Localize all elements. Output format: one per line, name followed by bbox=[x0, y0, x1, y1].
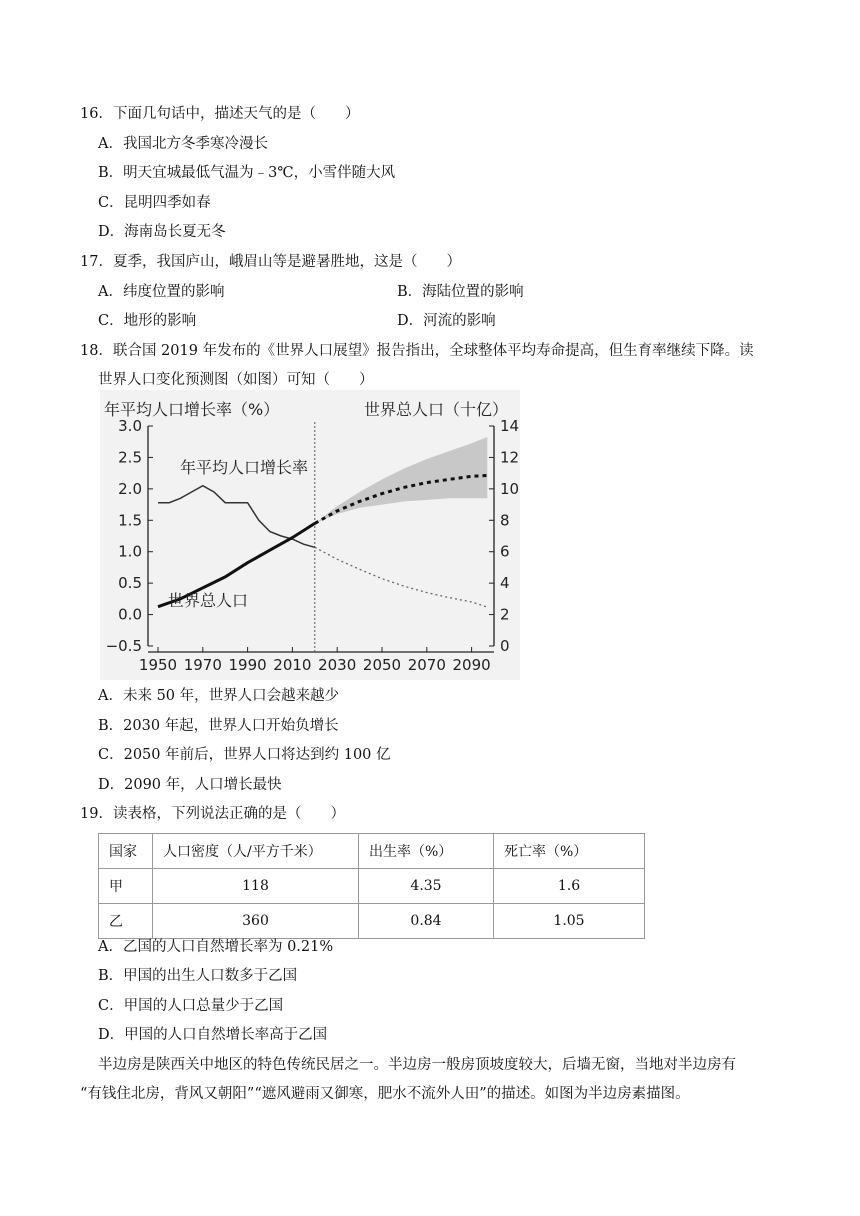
q16-stem: 16．下面几句话中，描述天气的是（ ） bbox=[80, 106, 360, 122]
right-axis-title: 世界总人口（十亿） bbox=[363, 400, 508, 419]
q18-stem-line2: 世界人口变化预测图（如图）可知（ ） bbox=[98, 372, 374, 388]
table-cell: 乙 bbox=[99, 904, 153, 939]
population-chart bbox=[100, 390, 520, 680]
left-tick-label: 2.5 bbox=[118, 448, 142, 467]
table-cell: 1.05 bbox=[494, 904, 645, 939]
x-tick-label: 1990 bbox=[228, 656, 267, 674]
q16-option-a[interactable]: A．我国北方冬季寒冷漫长 bbox=[98, 136, 268, 152]
growth-rate-label: 年平均人口增长率 bbox=[180, 458, 309, 477]
q18-option-d[interactable]: D．2090 年，人口增长最快 bbox=[98, 777, 282, 793]
population-label: 世界总人口 bbox=[168, 591, 249, 610]
q17-option-b[interactable]: B．海陆位置的影响 bbox=[397, 284, 524, 300]
q19-option-c[interactable]: C．甲国的人口总量少于乙国 bbox=[98, 998, 284, 1014]
x-tick-label: 2010 bbox=[273, 656, 312, 674]
q19-option-b[interactable]: B．甲国的出生人口数多于乙国 bbox=[98, 968, 298, 984]
q17-option-c[interactable]: C．地形的影响 bbox=[98, 313, 197, 329]
x-tick-label: 1970 bbox=[183, 656, 222, 674]
left-tick-label: 2.0 bbox=[118, 479, 142, 498]
table-header: 死亡率（%） bbox=[494, 834, 645, 869]
right-tick-label: 14 bbox=[500, 417, 520, 435]
right-tick-label: 12 bbox=[500, 448, 520, 467]
q16-option-b[interactable]: B．明天宜城最低气温为﹣3℃，小雪伴随大风 bbox=[98, 165, 396, 181]
q19-stem: 19．读表格，下列说法正确的是（ ） bbox=[80, 806, 345, 822]
right-tick-label: 10 bbox=[500, 479, 520, 498]
q19-option-a[interactable]: A．乙国的人口自然增长率为 0.21% bbox=[98, 939, 334, 955]
table-cell: 甲 bbox=[99, 869, 153, 904]
q18-option-a[interactable]: A．未来 50 年，世界人口会越来越少 bbox=[98, 688, 340, 704]
passage-line2: “有钱住北房，背风又朝阳”“遮风避雨又御寒，肥水不流外人田”的描述。如图为半边房素描图。 bbox=[80, 1086, 690, 1102]
left-tick-label: 1.5 bbox=[118, 511, 142, 530]
q17-option-d[interactable]: D．河流的影响 bbox=[397, 313, 496, 329]
right-tick-label: 6 bbox=[500, 542, 510, 561]
table-header: 国家 bbox=[99, 834, 153, 869]
q17-option-a[interactable]: A．纬度位置的影响 bbox=[98, 284, 225, 300]
left-tick-label: 0.0 bbox=[118, 605, 142, 624]
table-cell: 4.35 bbox=[359, 869, 494, 904]
population-table bbox=[98, 833, 645, 939]
table-cell: 360 bbox=[153, 904, 359, 939]
x-tick-label: 2050 bbox=[362, 656, 402, 674]
left-axis-title: 年平均人口增长率（%） bbox=[104, 400, 280, 419]
x-tick-label: 2090 bbox=[452, 656, 491, 674]
table-row bbox=[99, 904, 645, 939]
left-tick-label: 3.0 bbox=[118, 417, 142, 435]
right-tick-label: 0 bbox=[500, 637, 510, 655]
q16-option-c[interactable]: C．昆明四季如春 bbox=[98, 195, 211, 211]
q19-option-d[interactable]: D．甲国的人口自然增长率高于乙国 bbox=[98, 1027, 328, 1043]
q16-option-d[interactable]: D．海南岛长夏无冬 bbox=[98, 224, 226, 240]
table-cell: 1.6 bbox=[494, 869, 645, 904]
q18-option-c[interactable]: C．2050 年前后，世界人口将达到约 100 亿 bbox=[98, 747, 391, 763]
table-header: 人口密度（人/平方千米） bbox=[153, 834, 359, 869]
table-header: 出生率（%） bbox=[359, 834, 494, 869]
q17-stem: 17．夏季，我国庐山，峨眉山等是避暑胜地，这是（ ） bbox=[80, 254, 461, 270]
chart-background bbox=[100, 390, 520, 680]
left-tick-label: 1.0 bbox=[118, 542, 142, 561]
q18-stem-line1: 18．联合国 2019 年发布的《世界人口展望》报告指出，全球整体平均寿命提高，但生育率继续下降。读 bbox=[80, 343, 754, 359]
table-cell: 0.84 bbox=[359, 904, 494, 939]
left-tick-label: −0.5 bbox=[105, 637, 142, 655]
x-tick-label: 2070 bbox=[407, 656, 446, 674]
passage-line1: 半边房是陕西关中地区的特色传统民居之一。半边房一般房顶坡度较大，后墙无窗，当地对半边房有 bbox=[98, 1057, 736, 1073]
table-row bbox=[99, 869, 645, 904]
q18-option-b[interactable]: B．2030 年起，世界人口开始负增长 bbox=[98, 718, 339, 734]
right-tick-label: 8 bbox=[500, 511, 510, 530]
x-tick-label: 1950 bbox=[138, 656, 178, 674]
x-tick-label: 2030 bbox=[318, 656, 357, 674]
right-tick-label: 2 bbox=[500, 605, 510, 624]
left-tick-label: 0.5 bbox=[118, 574, 142, 593]
table-header-row bbox=[99, 834, 645, 869]
table-cell: 118 bbox=[153, 869, 359, 904]
right-tick-label: 4 bbox=[500, 574, 510, 593]
